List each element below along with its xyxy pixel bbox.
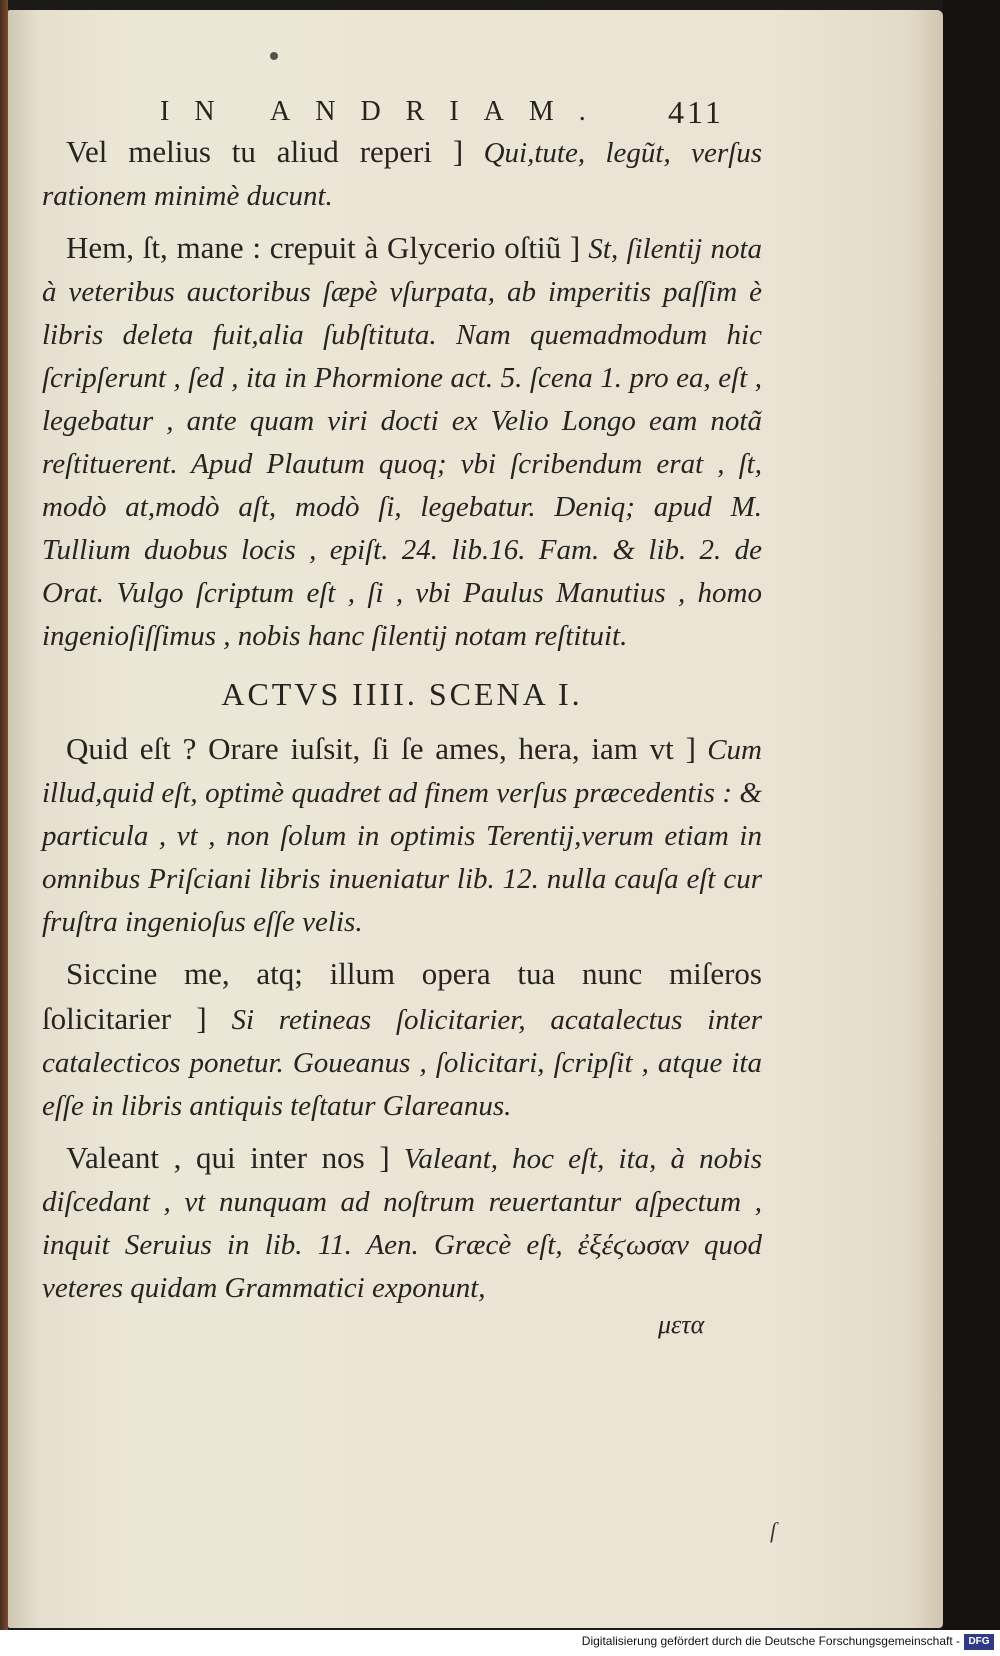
page-text (42, 68, 762, 1318)
lemma: Siccine me, atq; illum opera tua nunc miſeros ſolicitarier ] (42, 956, 762, 1036)
catchword: μετα (658, 1310, 705, 1339)
lemma: Vel melius tu aliud reperi ] (66, 134, 464, 169)
comment: Cum illud,quid eſt, optimè quadret ad finem verſus præcedentis : & particula , vt , non ſolum in optimis Terentij,verum etiam in omnibus Priſciani libris inueniatur lib. 12. nulla cauſa eſt cur fruſtra ingenioſus eſſe velis. (42, 734, 763, 938)
commentary-paragraph (42, 226, 762, 658)
commentary-paragraph (42, 727, 762, 944)
credit-text: Digitalisierung gefördert durch die Deutsche Forschungsgemeinschaft - (581, 1634, 960, 1648)
page-edge-shadow (943, 0, 1000, 1630)
margin-mark: ſ (770, 1518, 777, 1543)
book-binding (0, 0, 8, 1630)
lemma: Quid eſt ? Orare iuſsit, ſi ſe ames, hera, iam vt ] (66, 731, 696, 766)
dfg-logo-icon: DFG (964, 1634, 994, 1650)
digitization-footer (0, 1630, 1000, 1656)
commentary-block-1 (42, 130, 762, 658)
commentary-paragraph (42, 1136, 762, 1310)
commentary-paragraph (42, 130, 762, 218)
book-page (8, 10, 943, 1628)
page-number: 411 (668, 94, 724, 130)
comment: Qui,tute, legũt, verſus rationem minimè ducunt. (42, 137, 763, 212)
running-title: IN ANDRIAM. (160, 96, 611, 127)
comment: Si retineas ſolicitarier, acatalectus inter catalecticos ponetur. Goueanus , ſolicitari, ſcripſit , atque ita eſſe in libris antiquis teſtatur Glareanus. (42, 1004, 763, 1122)
comment: St, ſilentij nota à veteribus auctoribus ſæpè vſurpata, ab imperitis paſſim è libris deleta fuit,alia ſubſtituta. Nam quemadmodum hic ſcripſerunt , ſed , ita in Phormione act. 5. ſcena 1. pro ea, eſt , legebatur , ante quam viri docti ex Velio Longo eam notã reſtituerent. Apud Plautum quoq; vbi ſcribendum erat , ſt, modò at,modò aſt, modò ſi, legebatur. Deniq; apud M. Tullium duobus locis , epiſt. 24. lib.16. Fam. & lib. 2. de Orat. Vulgo ſcriptum eſt , ſi , vbi Paulus Manutius , homo ingenioſiſſimus , nobis hanc ſilentij notam reſtituit. (42, 233, 762, 652)
scene-heading: ACTVS IIII. SCENA I. (221, 676, 583, 712)
lemma: Valeant , qui inter nos ] (66, 1140, 390, 1175)
commentary-block-2 (42, 727, 762, 1310)
ink-spot (270, 52, 278, 60)
page-header (42, 68, 762, 130)
commentary-paragraph (42, 952, 762, 1128)
comment: Valeant, hoc eſt, ita, à nobis diſcedant , vt nunquam ad noſtrum reuertantur aſpectum , inquit Seruius in lib. 11. Aen. Græcè eſt, ἐξέϛωσαν quod veteres quidam Grammatici exponunt, (42, 1143, 763, 1304)
lemma: Hem, ſt, mane : crepuit à Glycerio oſtiũ ] (66, 230, 581, 265)
